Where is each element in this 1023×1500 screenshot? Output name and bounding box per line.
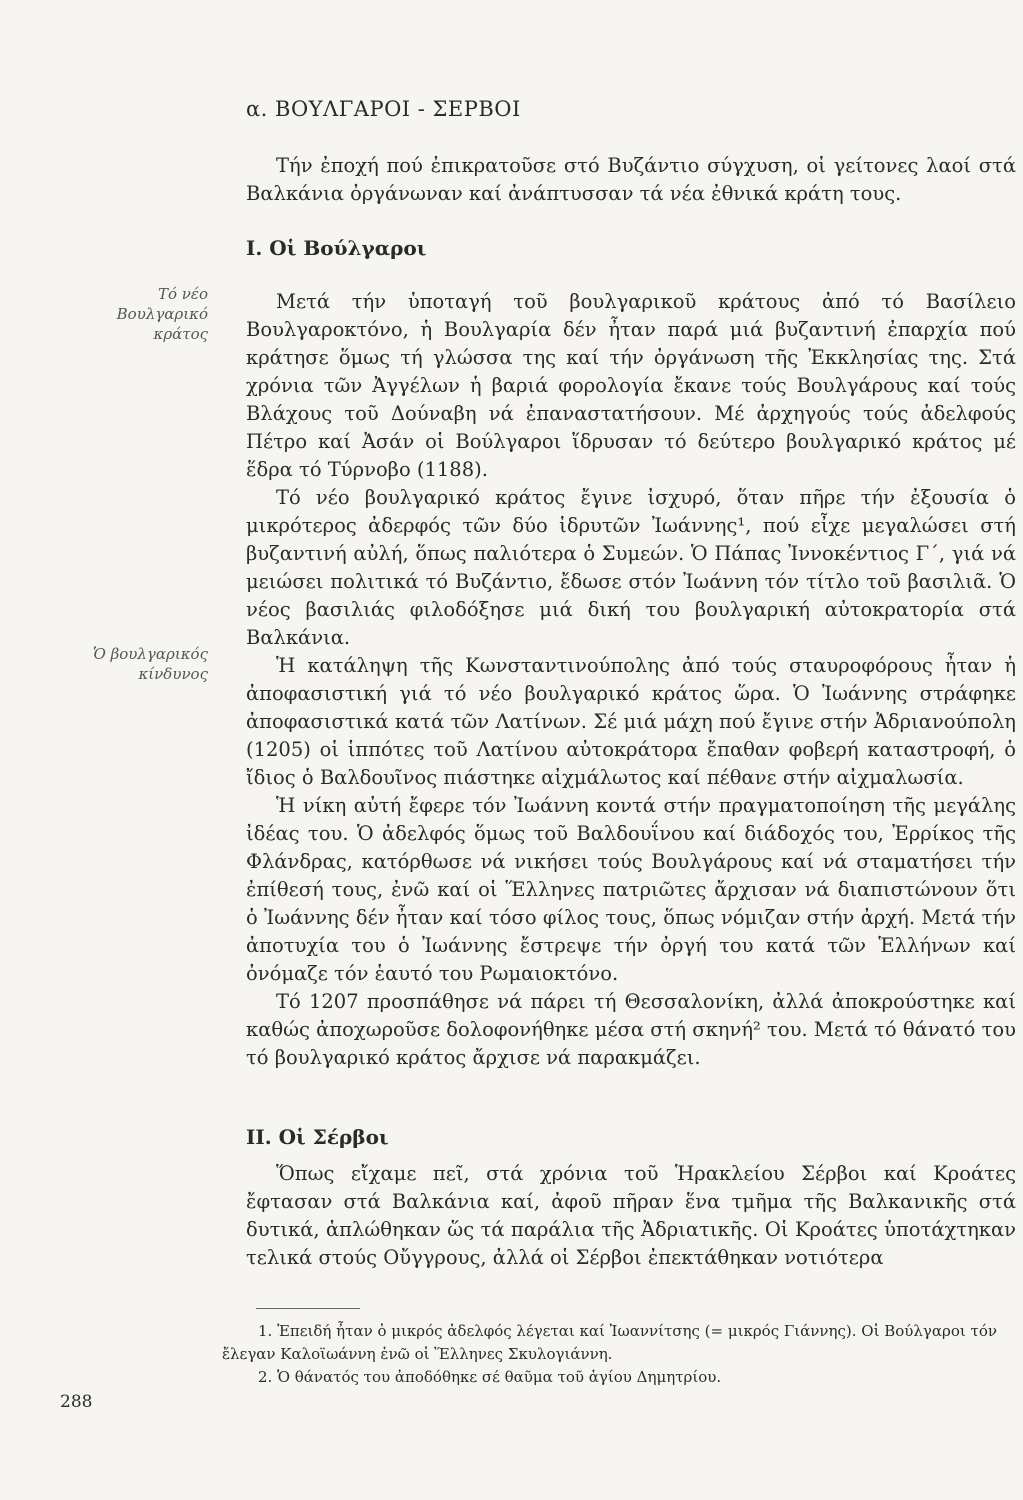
footnotes xyxy=(222,1320,1012,1389)
serbs-heading: II. Οἱ Σέρβοι xyxy=(246,1125,389,1149)
intro-paragraph: Τήν ἐποχή πού ἐπικρατοῦσε στό Βυζάντιο σύγχυση, οἱ γείτονες λαοί στά Βαλκάνια ὀργάνωναν καί ἀνάπτυσσαν τά νέα ἐθνικά κράτη τους. xyxy=(246,154,1016,205)
footnote: 1. Ἐπειδή ἦταν ὁ μικρός ἀδελφός λέγεται καί Ἰωαννίτσης (= μικρός Γιάννης). Οἱ Βούλγαροι τόν ἔλεγαν Καλοϊωάννη ἐνῶ οἱ Ἕλληνες Σκυλογιάννη. xyxy=(222,1322,997,1363)
serbs-body xyxy=(246,1160,1016,1272)
body-paragraph: Ὅπως εἴχαμε πεῖ, στά χρόνια τοῦ Ἡρακλείου Σέρβοι καί Κροάτες ἔφτασαν στά Βαλκάνια καί, ἀφοῦ πῆραν ἕνα τμῆμα τῆς Βαλκανικῆς στά δυτικά, ἁπλώθηκαν ὥς τά παράλια τῆς Ἀδριατικῆς. Οἱ Κροάτες ὑποτάχτηκαν τελικά στούς Οὔγγρους, ἀλλά οἱ Σέρβοι ἐπεκτάθηκαν νοτιότερα xyxy=(246,1162,1016,1269)
footnote-divider xyxy=(256,1308,360,1309)
margin-note-new-state: Τό νέο Βουλγαρικό κράτος xyxy=(116,285,208,343)
body-paragraph: Τό νέο βουλγαρικό κράτος ἔγινε ἰσχυρό, ὅταν πῆρε τήν ἐξουσία ὁ μικρότερος ἀδερφός τῶν δύο ἱδρυτῶν Ἰωάννης¹, πού εἶχε μεγαλώσει στή βυζαντινή αὐλή, ὅπως παλιότερα ὁ Συμεών. Ὁ Πάπας Ἰννοκέντιος Γ΄, γιά νά μειώσει πολιτικά τό Βυζάντιο, ἔδωσε στόν Ἰωάννη τόν τίτλο τοῦ βασιλιᾶ. Ὁ νέος βασιλιάς φιλοδόξησε μιά δική του βουλγαρική αὐτοκρατορία στά Βαλκάνια. xyxy=(246,486,1016,649)
margin-note-bulgarian-danger: Ὁ βουλγαρικός κίνδυνος xyxy=(92,645,208,683)
bulgarians-heading: I. Οἱ Βούλγαροι xyxy=(246,236,427,260)
page-number: 288 xyxy=(60,1392,93,1412)
section-heading: α. ΒΟΥΛΓΑΡΟΙ - ΣΕΡΒΟΙ xyxy=(246,97,521,121)
body-paragraph: Μετά τήν ὑποταγή τοῦ βουλγαρικοῦ κράτους ἀπό τό Βασίλειο Βουλγαροκτόνο, ἡ Βουλγαρία δέν ἦταν παρά μιά βυζαντινή ἐπαρχία πού κράτησε ὅμως τή γλώσσα της καί τήν ὀργάνωση τῆς Ἐκκλησίας της. Στά χρόνια τῶν Ἀγγέλων ἡ βαριά φορολογία ἔκανε τούς Βουλγάρους καί τούς Βλάχους τοῦ Δούναβη νά ἐπαναστατήσουν. Μέ ἀρχηγούς τούς ἀδελφούς Πέτρο καί Ἀσάν οἱ Βούλγαροι ἵδρυσαν τό δεύτερο βουλγαρικό κράτος μέ ἕδρα τό Τύρνοβο (1188). xyxy=(246,290,1016,481)
body-paragraph: Τό 1207 προσπάθησε νά πάρει τή Θεσσαλονίκη, ἀλλά ἀποκρούστηκε καί καθώς ἀποχωροῦσε δολοφονήθηκε μέσα στή σκηνή² του. Μετά τό θάνατό του τό βουλγαρικό κράτος ἄρχισε νά παρακμάζει. xyxy=(246,990,1016,1069)
body-paragraph: Ἡ κατάληψη τῆς Κωνσταντινούπολης ἀπό τούς σταυροφόρους ἦταν ἡ ἀποφασιστική γιά τό νέο βουλγαρικό κράτος ὥρα. Ὁ Ἰωάννης στράφηκε ἀποφασιστικά κατά τῶν Λατίνων. Σέ μιά μάχη πού ἔγινε στήν Ἀδριανούπολη (1205) οἱ ἱππότες τοῦ Λατίνου αὐτοκράτορα ἔπαθαν φοβερή καταστροφή, ὁ ἴδιος ὁ Βαλδουῖνος πιάστηκε αἰχμάλωτος καί πέθανε στήν αἰχμαλωσία. xyxy=(246,654,1016,789)
body-paragraph: Ἡ νίκη αὐτή ἔφερε τόν Ἰωάννη κοντά στήν πραγματοποίηση τῆς μεγάλης ἰδέας του. Ὁ ἀδελφός ὅμως τοῦ Βαλδουΐνου καί διάδοχός του, Ἐρρίκος τῆς Φλάνδρας, κατόρθωσε νά νικήσει τούς Βουλγάρους καί νά σταματήσει τήν ἐπίθεσή τους, ἐνῶ καί οἱ Ἕλληνες πατριῶτες ἄρχισαν νά διαπιστώνουν ὅτι ὁ Ἰωάννης δέν ἦταν καί τόσο φίλος τους, ὅπως νόμιζαν στήν ἀρχή. Μετά τήν ἀποτυχία του ὁ Ἰωάννης ἔστρεψε τήν ὀργή του κατά τῶν Ἑλλήνων καί ὀνόμαζε τόν ἑαυτό του Ρωμαιοκτόνο. xyxy=(246,794,1016,985)
footnote: 2. Ὁ θάνατός του ἀποδόθηκε σέ θαῦμα τοῦ ἁγίου Δημητρίου. xyxy=(258,1368,722,1386)
bulgarians-body xyxy=(246,288,1016,1072)
